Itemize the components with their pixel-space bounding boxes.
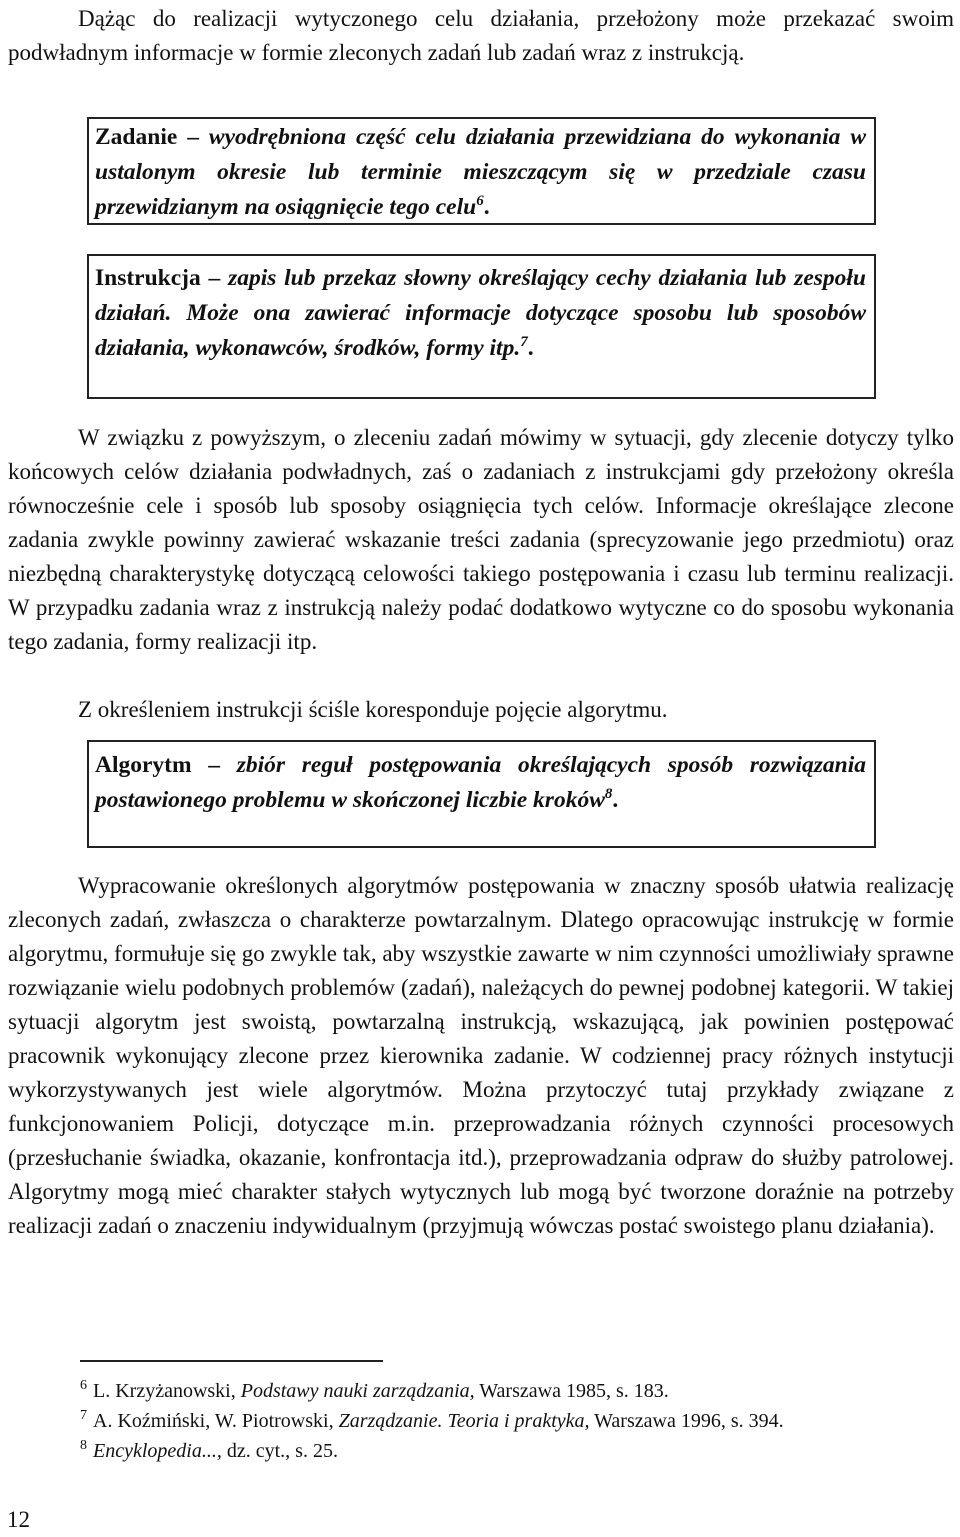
definition-dash: – xyxy=(177,124,209,150)
footnote-rest: dz. cyt., s. 25. xyxy=(221,1440,338,1462)
definition-box-instrukcja xyxy=(87,254,876,399)
footnote-number: 6 xyxy=(80,1378,87,1393)
definition-end: . xyxy=(527,335,534,361)
footnote-6 xyxy=(80,1377,669,1405)
definition-end: . xyxy=(483,194,490,220)
footnote-rest: Warszawa 1996, s. 394. xyxy=(589,1410,784,1432)
footnote-7 xyxy=(80,1407,784,1435)
definition-dash: – xyxy=(191,752,237,778)
definition-end: . xyxy=(612,787,619,813)
definition-box-algorytm xyxy=(87,740,876,848)
footnote-title: Zarządzanie. Teoria i praktyka, xyxy=(338,1410,590,1432)
footnote-rest: Warszawa 1985, s. 183. xyxy=(474,1380,669,1402)
definition-box-zadanie xyxy=(87,117,876,225)
definition-text: wyodrębniona część celu działania przewidziana do wykonania w ustalonym okresie lub terminie mieszczącym się w przedziale czasu przewidzianym na osiągnięcie tego celu xyxy=(95,124,867,220)
footnote-ref: 7 xyxy=(520,334,528,350)
definition-term: Instrukcja xyxy=(95,265,201,291)
definition-term: Algorytm xyxy=(95,752,192,778)
footnote-ref: 8 xyxy=(604,786,613,802)
footnote-ref: 6 xyxy=(476,193,484,209)
definition-term: Zadanie xyxy=(95,124,178,150)
footnote-title: Encyklopedia..., xyxy=(93,1440,222,1462)
footnote-8 xyxy=(80,1437,338,1465)
footnote-author: L. Krzyżanowski, xyxy=(93,1380,241,1402)
paragraph-algorytm-intro: Z określeniem instrukcji ściśle koresponduje pojęcie algorytmu. xyxy=(78,697,668,722)
paragraph-algorytmy: Wypracowanie określonych algorytmów postępowania w znaczny sposób ułatwia realizację zleconych zadań, zwłaszcza o charakterze powtarzalnym. Dlatego opracowując instrukcję w formie algorytmu, formułuje się go zwykle tak, aby wszystkie zawarte w nim czynności umożliwiały sprawne rozwiązanie wielu podobnych problemów (zadań), należących do pewnej podobnej kategorii. W takiej sytuacji algorytm jest swoistą, powtarzalną instrukcją, wskazującą, jak powinien postępować pracownik wykonujący zlecone przez kierownika zadanie. W codziennej pracy różnych instytucji wykorzystywanych jest wiele algorytmów. Można przytoczyć tutaj przykłady związane z funkcjonowaniem Policji, dotyczące m.in. przeprowadzania różnych czynności procesowych (przesłuchanie świadka, okazanie, konfrontacja itd.), przeprowadzania odpraw do służby patrolowej. Algorytmy mogą mieć charakter stałych wytycznych lub mogą być tworzone doraźnie na potrzeby realizacji zadań o znaczeniu indywidualnym (przyjmują wówczas postać swoistego planu działania). xyxy=(8,873,954,1238)
footnote-separator xyxy=(80,1360,383,1362)
definition-text: zbiór reguł postępowania określających sposób rozwiązania postawionego problemu w skończonej liczbie kroków xyxy=(95,752,866,813)
definition-text: zapis lub przekaz słowny określający cechy działania lub zespołu działań. Może ona zawierać informacje dotyczące sposobu lub sposobów działania, wykonawców, środków, formy itp. xyxy=(95,265,866,361)
definition-dash: – xyxy=(200,265,229,291)
footnote-number: 7 xyxy=(80,1408,87,1423)
footnote-number: 8 xyxy=(80,1438,87,1453)
footnote-author: A. Koźmiński, W. Piotrowski, xyxy=(93,1410,339,1432)
page-number: 12 xyxy=(7,1507,30,1532)
footnote-title: Podstawy nauki zarządzania, xyxy=(240,1380,475,1402)
paragraph-zadania-instrukcje: W związku z powyższym, o zleceniu zadań mówimy w sytuacji, gdy zlecenie dotyczy tylko końcowych celów działania podwładnych, zaś o zadaniach z instrukcjami gdy przełożony określa równocześnie cele i sposób lub sposoby osiągnięcia tych celów. Informacje określające zlecone zadania zwykle powinny zawierać wskazanie treści zadania (sprecyzowanie jego przedmiotu) oraz niezbędną charakterystykę dotyczącą celowości takiego postępowania i czasu lub terminu realizacji. W przypadku zadania wraz z instrukcją należy podać dodatkowo wytyczne co do sposobu wykonania tego zadania, formy realizacji itp. xyxy=(8,425,954,654)
intro-paragraph: Dążąc do realizacji wytyczonego celu działania, przełożony może przekazać swoim podwładnym informacje w formie zleconych zadań lub zadań wraz z instrukcją. xyxy=(8,6,954,65)
